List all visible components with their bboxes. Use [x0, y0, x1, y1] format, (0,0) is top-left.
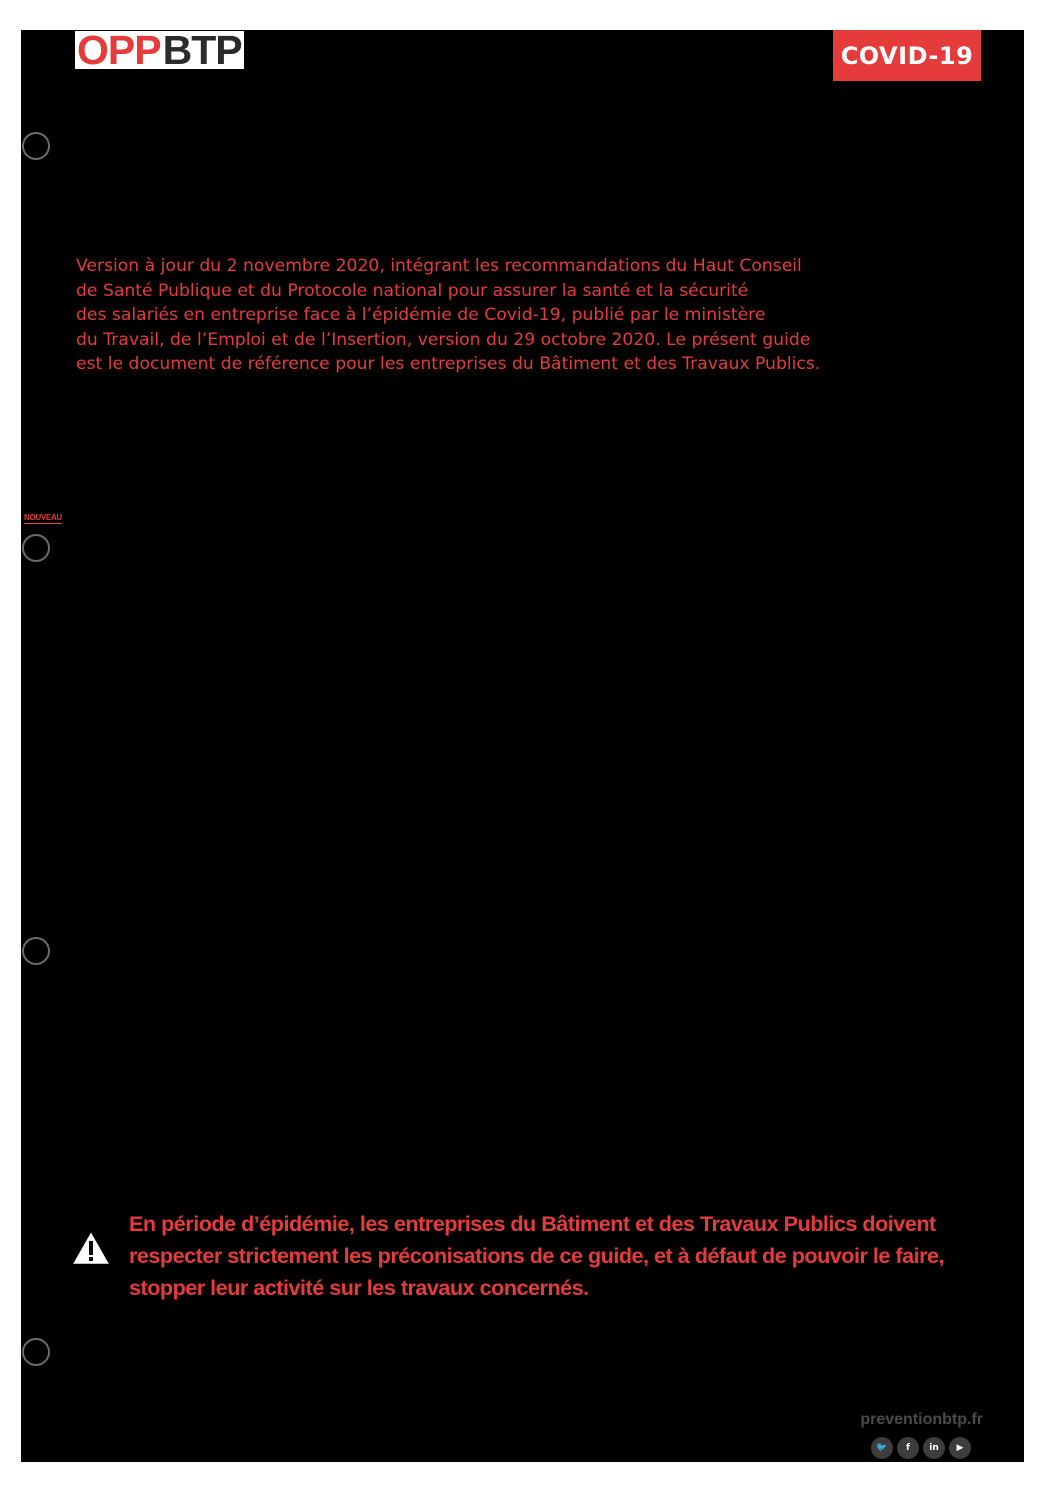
- warning-line: En période d’épidémie, les entreprises du Bâtiment et des Travaux Publics doivent: [129, 1211, 936, 1236]
- intro-line: du Travail, de l’Emploi et de l’Insertion, version du 29 octobre 2020. Le présent guide: [76, 329, 811, 350]
- twitter-icon[interactable]: 🐦: [871, 1437, 893, 1459]
- intro-paragraph: [76, 254, 1006, 377]
- binder-hole: [22, 132, 50, 160]
- warning-triangle-icon: [69, 1228, 113, 1268]
- linkedin-icon[interactable]: in: [923, 1437, 945, 1459]
- intro-line: des salariés en entreprise face à l’épidémie de Covid-19, publié par le ministère: [76, 305, 766, 325]
- binder-hole: [22, 937, 50, 965]
- intro-line: Version à jour du 2 novembre 2020, intégrant les recommandations du Haut Conseil: [76, 256, 802, 276]
- facebook-icon[interactable]: f: [897, 1437, 919, 1459]
- binder-hole: [22, 534, 50, 562]
- warning-line: stopper leur activité sur les travaux concernés.: [129, 1275, 589, 1300]
- logo-btp: BTP: [162, 27, 242, 73]
- covid-badge: COVID-19: [833, 30, 981, 81]
- logo-opp: OPP: [77, 27, 161, 73]
- website-link[interactable]: preventionbtp.fr: [860, 1411, 983, 1428]
- intro-line: de Santé Publique et du Protocole national pour assurer la santé et la sécurité: [76, 280, 749, 301]
- binder-hole: [22, 1338, 50, 1366]
- warning-message: [129, 1208, 1009, 1304]
- youtube-icon[interactable]: ▶: [949, 1437, 971, 1459]
- intro-line: est le document de référence pour les entreprises du Bâtiment et des Travaux Publics.: [76, 354, 821, 374]
- oppbtp-logo: [75, 27, 244, 73]
- nouveau-marker: NOUVEAU: [24, 513, 62, 522]
- social-links: [871, 1437, 971, 1459]
- warning-line: respecter strictement les préconisations de ce guide, et à défaut de pouvoir le faire,: [129, 1243, 945, 1268]
